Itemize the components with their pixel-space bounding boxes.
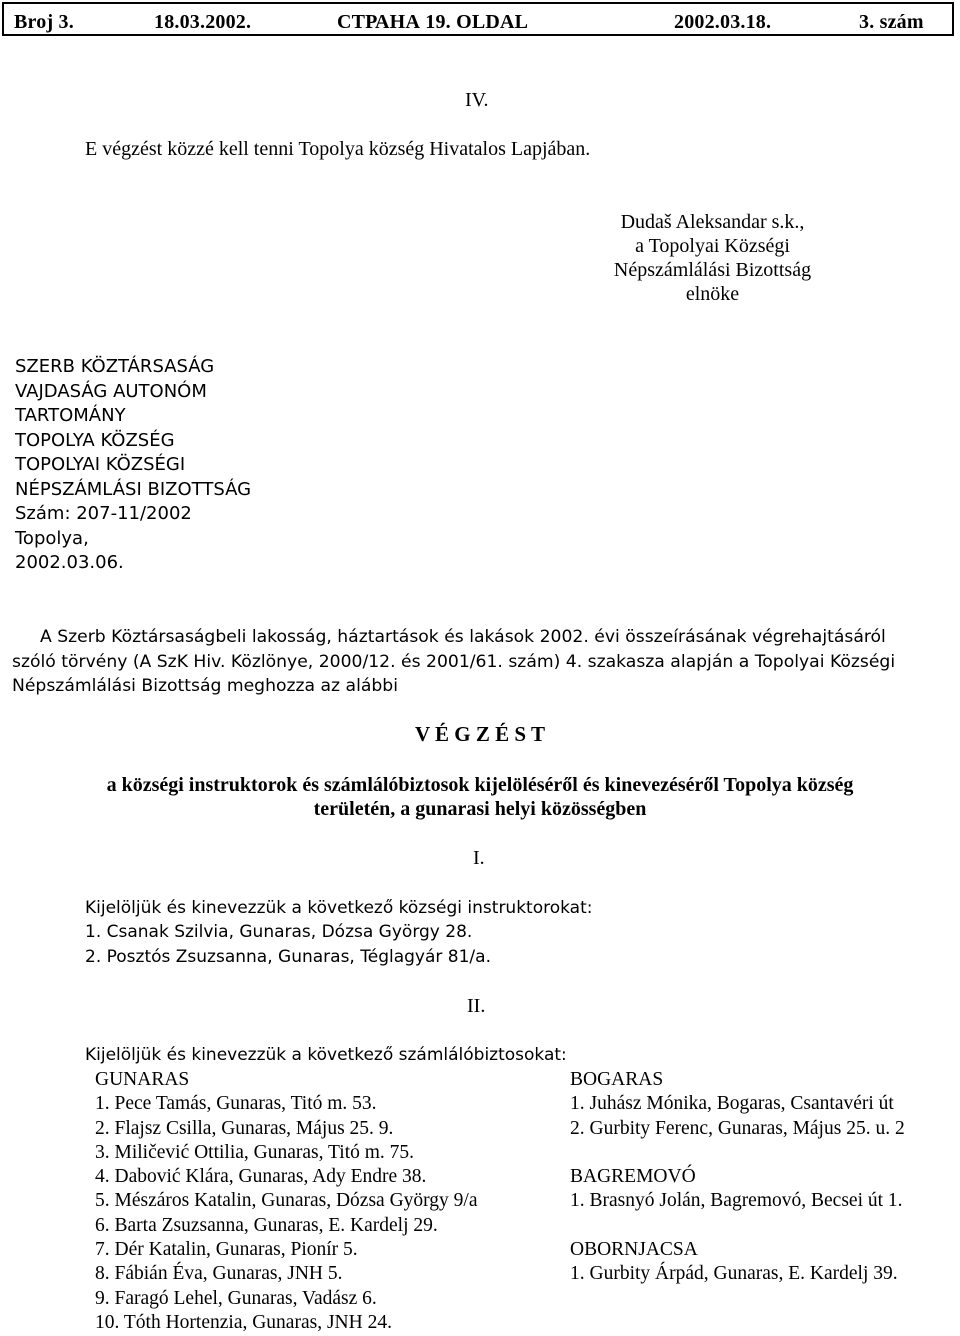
signature-line: a Topolyai Községi — [635, 235, 790, 257]
list-item: 1. Pece Tamás, Gunaras, Titó m. 53. — [95, 1093, 377, 1115]
decision-title: V É G Z É S T — [415, 722, 545, 746]
list-item: 1. Brasnyó Jolán, Bagremovó, Becsei út 1. — [570, 1190, 903, 1212]
list-item: 8. Fábián Éva, Gunaras, JNH 5. — [95, 1263, 343, 1285]
signature-line: elnöke — [685, 283, 740, 305]
section-iv-number: IV. — [465, 89, 489, 111]
intro-line: A Szerb Köztársaságbeli lakosság, háztartások és lakások 2002. évi összeírásának végrehajtásáról — [40, 627, 886, 647]
list-item: 1. Juhász Mónika, Bogaras, Csantavéri út — [570, 1093, 894, 1115]
authority-line: SZERB KÖZTÁRSASÁG — [15, 356, 215, 377]
list-item: 1. Gurbity Árpád, Gunaras, E. Kardelj 39. — [570, 1263, 898, 1285]
list-heading: BOGARAS — [570, 1069, 664, 1090]
publication-note: E végzést közzé kell tenni Topolya község Hivatalos Lapjában. — [85, 138, 591, 160]
section-i-list — [85, 896, 593, 969]
instructor-item: 1. Csanak Szilvia, Gunaras, Dózsa György 28. — [85, 922, 473, 943]
signature-block — [560, 210, 865, 306]
gunaras-list — [95, 1068, 478, 1335]
instructor-item: 2. Posztós Zsuzsanna, Gunaras, Téglagyár 81/a. — [85, 946, 491, 967]
authority-line: TOPOLYA KÖZSÉG — [15, 429, 175, 451]
decision-subtitle-line: a községi instruktorok és számlálóbiztosok kijelöléséről és kinevezéséről Topolya község — [106, 774, 854, 796]
list-item: 9. Faragó Lehel, Gunaras, Vadász 6. — [95, 1287, 377, 1309]
page-number: СТРАНА 19. OLDAL — [337, 11, 529, 33]
authority-block — [15, 355, 251, 576]
list-heading: BAGREMOVÓ — [570, 1166, 696, 1188]
authority-line: Topolya, — [15, 527, 89, 549]
list-item: 2. Gurbity Ferenc, Gunaras, Május 25. u. 2 — [570, 1117, 905, 1139]
issue-szam: 3. szám — [859, 11, 924, 33]
issue-date-left: 18.03.2002. — [154, 11, 252, 33]
section-i-intro: Kijelöljük és kinevezzük a következő községi instruktorokat: — [85, 898, 593, 918]
issue-date-right: 2002.03.18. — [674, 11, 772, 33]
intro-line: Népszámlálási Bizottság meghozza az alábbi — [12, 676, 398, 696]
section-i-number: I. — [473, 847, 485, 869]
authority-line: TOPOLYAI KÖZSÉGI — [15, 454, 186, 475]
authority-line: VAJDASÁG AUTONÓM — [15, 380, 207, 402]
list-item: 6. Barta Zsuzsanna, Gunaras, E. Kardelj 29. — [95, 1214, 438, 1236]
page-header — [2, 2, 954, 36]
section-ii-number: II. — [467, 995, 486, 1017]
decision-subtitle-line: területén, a gunarasi helyi közösségben — [313, 798, 647, 820]
authority-line: TARTOMÁNY — [15, 405, 126, 426]
authority-line: 2002.03.06. — [15, 552, 124, 573]
list-heading: GUNARAS — [95, 1069, 190, 1090]
list-item: 5. Mészáros Katalin, Gunaras, Dózsa György 9/a — [95, 1190, 478, 1212]
list-item: 10. Tóth Hortenzia, Gunaras, JNH 24. — [95, 1311, 392, 1333]
authority-line: Szám: 207-11/2002 — [15, 503, 192, 524]
list-item: 2. Flajsz Csilla, Gunaras, Május 25. 9. — [95, 1117, 394, 1139]
list-heading: OBORNJACSA — [570, 1239, 698, 1261]
list-item: 7. Dér Katalin, Gunaras, Pionír 5. — [95, 1239, 358, 1261]
authority-line: NÉPSZÁMLÁSI BIZOTTSÁG — [15, 478, 252, 500]
other-villages-list — [570, 1068, 905, 1287]
intro-paragraph — [12, 625, 952, 699]
section-ii-intro: Kijelöljük és kinevezzük a következő számlálóbiztosokat: — [85, 1045, 567, 1065]
issue-number: Broj 3. — [14, 11, 74, 33]
list-item: 4. Dabović Klára, Gunaras, Ady Endre 38. — [95, 1166, 427, 1188]
intro-line: szóló törvény (A SzK Hiv. Közlönye, 2000/12. és 2001/61. szám) 4. szakasza alapján a Topolyai Községi — [12, 651, 896, 672]
list-item: 3. Miličević Ottilia, Gunaras, Titó m. 75. — [95, 1141, 415, 1163]
signature-line: Dudaš Aleksandar s.k., — [620, 211, 805, 233]
signature-line: Népszámlálási Bizottság — [613, 259, 812, 281]
